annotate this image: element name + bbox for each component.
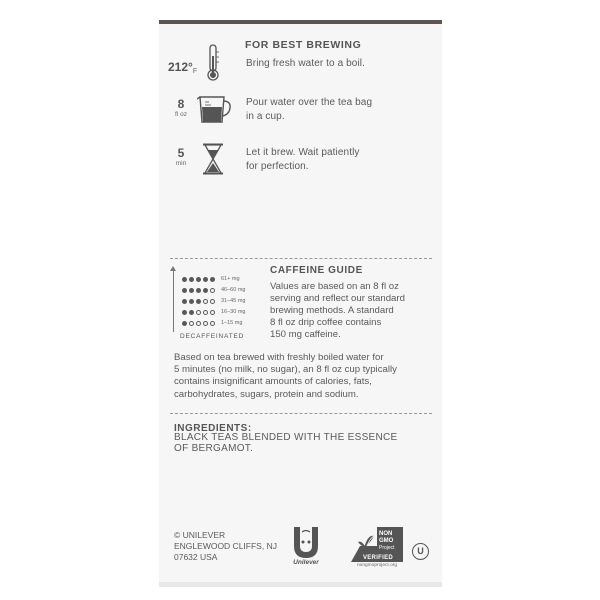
caffeine-dot-filled: [189, 299, 194, 304]
caffeine-dot-empty: [189, 321, 194, 326]
volume-unit: fl oz: [175, 111, 187, 118]
legal-line-1: © UNILEVER: [174, 530, 226, 540]
ingredients-text: [174, 433, 434, 454]
caffeine-range-label: 31–45 mg: [221, 298, 246, 304]
step-2-text: [246, 96, 372, 124]
caffeine-dot-filled: [182, 299, 187, 304]
legal-address: [174, 530, 277, 563]
nutrition-line: 5 minutes (no milk, no sugar), an 8 fl oz cup typically: [174, 364, 397, 376]
panel-bottom-edge: [159, 582, 442, 587]
caffeine-dot-empty: [203, 321, 208, 326]
brewing-title: FOR BEST BREWING: [245, 39, 362, 51]
ingredients-line-2: OF BERGAMOT.: [174, 442, 254, 454]
caffeine-dot-empty: [210, 299, 215, 304]
caffeine-dot-empty: [203, 299, 208, 304]
caffeine-dot-empty: [210, 310, 215, 315]
caffeine-dot-filled: [196, 299, 201, 304]
gmo-gmo-text: GMO: [379, 538, 394, 544]
volume-value: 8: [177, 97, 185, 111]
step-3-text: [246, 146, 360, 174]
temperature-unit: F: [192, 68, 198, 75]
caffeine-range-label: 61+ mg: [221, 276, 240, 282]
step-2-line-1: Pour water over the tea bag: [246, 97, 373, 108]
volume-value-group: [168, 97, 194, 118]
caffeine-dot-empty: [196, 321, 201, 326]
gmo-project-text: Project: [379, 545, 395, 551]
caffeine-range-label: 46–60 mg: [221, 287, 246, 293]
step-3-line-2: for perfection.: [246, 161, 309, 172]
time-value: 5: [177, 146, 185, 160]
caffeine-dot-empty: [203, 310, 208, 315]
gmo-website-text: nongmoproject.org: [357, 563, 397, 568]
caffeine-dot-empty: [210, 288, 215, 293]
caffeine-dot-filled: [196, 277, 201, 282]
caffeine-dot-filled: [196, 288, 201, 293]
step-1-text: [246, 57, 365, 71]
legal-line-3: 07632 USA: [174, 552, 218, 562]
caffeine-dot-filled: [189, 288, 194, 293]
measuring-cup-icon: [197, 95, 233, 125]
caffeine-dot-filled: [182, 277, 187, 282]
caffeine-level-row: [182, 318, 242, 328]
caffeine-desc-line: Values are based on an 8 fl oz: [270, 281, 399, 292]
caffeine-level-row: [182, 296, 245, 306]
unilever-wordmark: Unilever: [293, 559, 319, 566]
caffeine-guide-title: CAFFEINE GUIDE: [270, 265, 363, 276]
nutrition-line: contains insignificant amounts of calories, fats,: [174, 376, 372, 388]
caffeine-axis-line: [173, 270, 174, 332]
caffeine-dot-filled: [182, 310, 187, 315]
step-1-line-1: Bring fresh water to a boil.: [246, 58, 365, 69]
caffeine-dot-filled: [189, 277, 194, 282]
nutrition-line: carbohydrates, sugars, protein and sodium.: [174, 388, 359, 400]
caffeine-desc-line: serving and reflect our standard: [270, 293, 405, 304]
hourglass-icon: [202, 143, 224, 175]
gmo-verified-text: VERIFIED: [362, 555, 394, 561]
temperature-value-group: [168, 58, 204, 76]
caffeine-range-label: 16–30 mg: [221, 309, 246, 315]
ingredients-title: INGREDIENTS:: [174, 423, 252, 434]
caffeine-dot-filled: [182, 288, 187, 293]
caffeine-dot-filled: [203, 277, 208, 282]
decaffeinated-label: DECAFFEINATED: [180, 333, 245, 340]
nutrition-line: Based on tea brewed with freshly boiled water for: [174, 352, 384, 363]
caffeine-desc-line: 150 mg caffeine.: [270, 329, 341, 340]
caffeine-desc-line: 8 fl oz drip coffee contains: [270, 317, 382, 328]
unilever-logo-icon: [292, 526, 320, 559]
caffeine-dot-filled: [203, 288, 208, 293]
caffeine-range-label: 1–15 mg: [221, 320, 243, 326]
legal-line-2: ENGLEWOOD CLIFFS, NJ: [174, 541, 277, 551]
ingredients-line-1: BLACK TEAS BLENDED WITH THE ESSENCE: [174, 432, 398, 443]
caffeine-level-row: [182, 285, 245, 295]
caffeine-dot-empty: [196, 310, 201, 315]
caffeine-description: [270, 281, 435, 341]
caffeine-dot-filled: [189, 310, 194, 315]
caffeine-dot-filled: [182, 321, 187, 326]
gmo-non-text: NON: [379, 531, 393, 537]
divider-dashed-top: [170, 258, 432, 259]
caffeine-dot-empty: [210, 321, 215, 326]
nutrition-statement: [174, 352, 434, 401]
time-unit: min: [175, 160, 187, 167]
kosher-mark-icon: U: [412, 543, 429, 560]
temperature-value: 212°: [168, 60, 193, 74]
divider-dashed-bottom: [170, 413, 432, 414]
caffeine-desc-line: brewing methods. A standard: [270, 305, 394, 316]
caffeine-dot-filled: [210, 277, 215, 282]
caffeine-level-row: [182, 307, 245, 317]
step-3-line-1: Let it brew. Wait patiently: [246, 147, 360, 158]
caffeine-level-row: [182, 274, 240, 284]
step-2-line-2: in a cup.: [246, 111, 285, 122]
thermometer-icon: [205, 44, 221, 82]
time-value-group: [170, 146, 192, 167]
